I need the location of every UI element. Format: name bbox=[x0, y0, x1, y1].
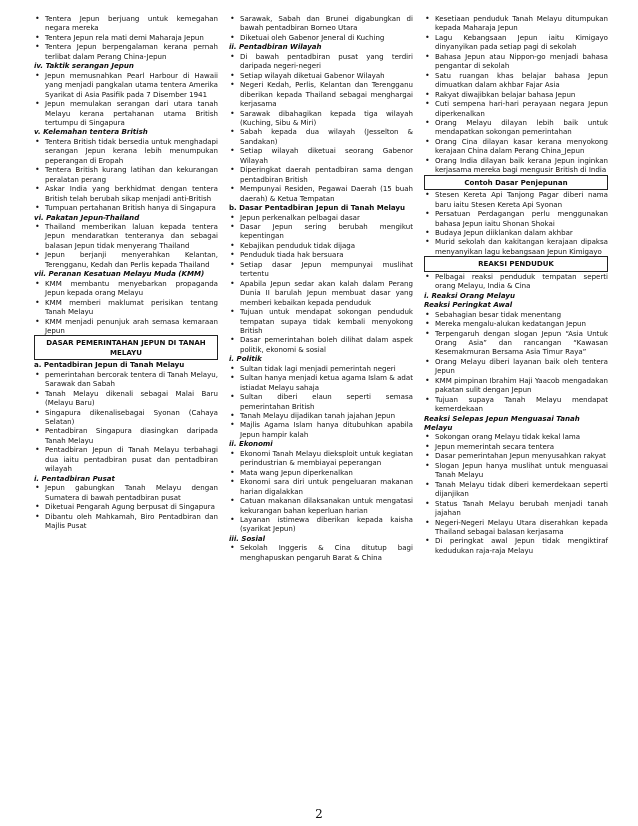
list-item: • Tumpuan pertahanan British hanya di Singapura bbox=[34, 203, 218, 212]
list-item: • Singapura dikenalisebagai Syonan (Cahaya Selatan) bbox=[34, 408, 218, 427]
list-item: • Orang India dilayan baik kerana Jepun inginkan kerjasama mereka bagi mengusir British di India bbox=[424, 156, 608, 175]
list-item: • Tentera British tidak bersedia untuk menghadapi serangan Jepun kerana lebih menumpukan peperangan di Eropah bbox=[34, 137, 218, 165]
bullet-list bbox=[34, 279, 218, 336]
section-heading: i. Politik bbox=[229, 354, 262, 364]
list-item: • Dibantu oleh Mahkamah, Biro Pentadbiran dan Majlis Pusat bbox=[34, 512, 218, 531]
bullet-list bbox=[229, 449, 413, 534]
bullet-list bbox=[34, 370, 218, 474]
list-item: • Orang Cina dilayan kasar kerana menyokong kerajaan China dalam Perang China_Jepun bbox=[424, 137, 608, 156]
section-heading: Reaksi Selepas Jepun Menguasai Tanah Melayu bbox=[424, 413, 580, 433]
list-item: • Sarawak, Sabah dan Brunei digabungkan di bawah pentadbiran Borneo Utara bbox=[229, 14, 413, 33]
list-item: • Slogan Jepun hanya muslihat untuk menguasai Tanah Melayu bbox=[424, 461, 608, 480]
section-heading: i. Reaksi Orang Melayu bbox=[424, 290, 515, 300]
list-item: • Tentera Jepun berjuang untuk kemegahan negara mereka bbox=[34, 14, 218, 33]
list-item: • KMM memberi maklumat perisikan tentang Tanah Melayu bbox=[34, 298, 218, 317]
list-item: • Tentera Jepun berpengalaman kerana pernah terlibat dalam Perang China-Jepun bbox=[34, 42, 218, 61]
list-item: • KMM pimpinan Ibrahim Haji Yaacob mengadakan pakatan sulit dengan Jepun bbox=[424, 376, 608, 395]
section-heading: Reaksi Peringkat Awal bbox=[424, 300, 513, 310]
list-item: • Jepun berjanji menyerahkan Kelantan, Terengganu, Kedah dan Perlis kepada Thailand bbox=[34, 250, 218, 269]
list-item: • Tanah Melayu dijadikan tanah jajahan Jepun bbox=[229, 411, 413, 420]
list-item: • Pentadbiran Singapura diasingkan daripada Tanah Melayu bbox=[34, 426, 218, 445]
list-item: • Setiap dasar Jepun mempunyai muslihat tertentu bbox=[229, 260, 413, 279]
list-item: • Jepun memerintah secara tentera bbox=[424, 442, 608, 451]
section-heading: i. Pentadbiran Pusat bbox=[34, 473, 115, 483]
list-item: • Askar India yang berkhidmat dengan tentera British telah berubah sikap menjadi anti-British bbox=[34, 184, 218, 203]
list-item: • Rakyat diwajibkan belajar bahasa Jepun bbox=[424, 90, 608, 99]
list-item: • pemerintahan bercorak tentera di Tanah Melayu, Sarawak dan Sabah bbox=[34, 370, 218, 389]
list-item: • Negeri-Negeri Melayu Utara diserahkan kepada Thailand sebagai balasan kerjasama bbox=[424, 518, 608, 537]
list-item: • Diperingkat daerah pentadbiran sama dengan pentadbiran British bbox=[229, 165, 413, 184]
list-item: • Budaya Jepun diiklankan dalam akhbar bbox=[424, 228, 608, 237]
bullet-list bbox=[34, 137, 218, 213]
list-item: • Dasar Jepun sering berubah mengikut kepentingan bbox=[229, 222, 413, 241]
list-item: • Kebajikan penduduk tidak dijaga bbox=[229, 241, 413, 250]
list-item: • Terpengaruh dengan slogan Jepun “Asia Untuk Orang Asia” dan rancangan “Kawasan Kesemakmuran Bersama Asia Timur Raya” bbox=[424, 329, 608, 357]
list-item: • Tentera Jepun rela mati demi Maharaja Jepun bbox=[34, 33, 218, 42]
list-item: • Setiap wilayah diketuai seorang Gabenor Wilayah bbox=[229, 146, 413, 165]
list-item: • Ekonomi sara diri untuk pengeluaran makanan harian digalakkan bbox=[229, 477, 413, 496]
list-item: • Bahasa Jepun atau Nippon-go menjadi bahasa pengantar di sekolah bbox=[424, 52, 608, 71]
list-item: • Jepun memusnahkan Pearl Harbour di Hawaii yang menjadi pangkalan utama tentera Amerika Syarikat di Asia Pasifik pada 7 Disember 1941 bbox=[34, 71, 218, 99]
bullet-list bbox=[424, 272, 608, 291]
list-item: • Persatuan Perdagangan perlu menggunakan bahasa Jepun iaitu Shonan Shokai bbox=[424, 209, 608, 228]
bullet-list bbox=[229, 364, 413, 440]
section-box-title: DASAR PEMERINTAHAN JEPUN DI TANAH MELAYU bbox=[34, 335, 218, 360]
bullet-list bbox=[424, 310, 608, 414]
column-3 bbox=[424, 14, 608, 555]
list-item: • Pelbagai reaksi penduduk tempatan seperti orang Melayu, India & Cina bbox=[424, 272, 608, 291]
list-item: • Di bawah pentadbiran pusat yang terdiri daripada negeri-negeri bbox=[229, 52, 413, 71]
bullet-list bbox=[424, 14, 608, 175]
list-item: • Tujuan untuk mendapat sokongan penduduk tempatan supaya tidak kembali menyokong British bbox=[229, 307, 413, 335]
list-item: • Pentadbiran Jepun di Tanah Melayu terbahagi dua iaitu pentadbiran pusat dan pentadbiran wilayah bbox=[34, 445, 218, 473]
section-heading: v. Kelemahan tentera British bbox=[34, 127, 148, 137]
list-item: • Mereka mengalu-alukan kedatangan Jepun bbox=[424, 319, 608, 328]
list-item: • Sultan hanya menjadi ketua agama Islam & adat istiadat Melayu sahaja bbox=[229, 373, 413, 392]
list-item: • Thailand memberikan laluan kepada tentera Jepun mendaratkan tenteranya dan sebagai balasan Jepun tidak menyerang Thailand bbox=[34, 222, 218, 250]
list-item: • Lagu Kebangsaan Jepun iaitu Kimigayo dinyanyikan pada setiap pagi di sekolah bbox=[424, 33, 608, 52]
section-heading: vi. Pakatan Jepun-Thailand bbox=[34, 212, 140, 222]
list-item: • Dasar pemerintahan Jepun menyusahkan rakyat bbox=[424, 451, 608, 460]
bullet-list bbox=[424, 190, 608, 256]
bullet-list bbox=[424, 432, 608, 555]
column-1 bbox=[34, 14, 218, 530]
list-item: • Catuan makanan dilaksanakan untuk mengatasi kekurangan bahan keperluan harian bbox=[229, 496, 413, 515]
list-item: • Mempunyai Residen, Pegawai Daerah (15 buah daerah) & Ketua Tempatan bbox=[229, 184, 413, 203]
list-item: • Negeri Kedah, Perlis, Kelantan dan Terengganu diberikan kepada Thailand sebagai menghargai kerjasama bbox=[229, 80, 413, 108]
section-heading: a. Pentadbiran Jepun di Tanah Melayu bbox=[34, 360, 185, 370]
list-item: • Sokongan orang Melayu tidak kekal lama bbox=[424, 432, 608, 441]
list-item: • Diketuai Pengarah Agung berpusat di Singapura bbox=[34, 502, 218, 511]
list-item: • Status Tanah Melayu berubah menjadi tanah jajahan bbox=[424, 499, 608, 518]
bullet-list bbox=[229, 14, 413, 42]
bullet-list bbox=[34, 222, 218, 269]
list-item: • Layanan istimewa diberikan kepada kaisha (syarikat Jepun) bbox=[229, 515, 413, 534]
section-box-title: Contoh Dasar Penjepunan bbox=[424, 175, 608, 190]
list-item: • Jepun perkenalkan pelbagai dasar bbox=[229, 213, 413, 222]
list-item: • Tanah Melayu dikenali sebagai Malai Baru (Melayu Baru) bbox=[34, 389, 218, 408]
list-item: • Diketuai oleh Gabenor Jeneral di Kuching bbox=[229, 33, 413, 42]
list-item: • Orang Melayu diberi layanan baik oleh tentera Jepun bbox=[424, 357, 608, 376]
list-item: • Majlis Agama Islam hanya ditubuhkan apabila Jepun hampir kalah bbox=[229, 420, 413, 439]
section-box-title: REAKSI PENDUDUK bbox=[424, 256, 608, 271]
list-item: • Sultan tidak lagi menjadi pemerintah negeri bbox=[229, 364, 413, 373]
list-item: • Sabah kepada dua wilayah (Jesselton & Sandakan) bbox=[229, 127, 413, 146]
list-item: • Cuti sempena hari-hari perayaan negara Jepun diperkenalkan bbox=[424, 99, 608, 118]
section-heading: b. Dasar Pentadbiran Jepun di Tanah Melayu bbox=[229, 203, 406, 213]
section-heading: vii. Peranan Kesatuan Melayu Muda (KMM) bbox=[34, 269, 205, 279]
list-item: • Sarawak dibahagikan kepada tiga wilayah (Kuching, Sibu & Miri) bbox=[229, 109, 413, 128]
list-item: • Murid sekolah dan kakitangan kerajaan dipaksa menyanyikan lagu kebangsaan Jepun Kimigayo bbox=[424, 237, 608, 256]
list-item: • Kesetiaan penduduk Tanah Melayu ditumpukan kepada Maharaja Jepun bbox=[424, 14, 608, 33]
section-heading: ii. Ekonomi bbox=[229, 439, 273, 449]
list-item: • Mata wang Jepun diperkenalkan bbox=[229, 468, 413, 477]
list-item: • Tujuan supaya Tanah Melayu mendapat kemerdekaan bbox=[424, 395, 608, 414]
list-item: • Orang Melayu dilayan lebih baik untuk mendapatkan sokongan pemerintahan bbox=[424, 118, 608, 137]
section-heading: iii. Sosial bbox=[229, 533, 266, 543]
list-item: • Jepun gabungkan Tanah Melayu dengan Sumatera di bawah pentadbiran pusat bbox=[34, 483, 218, 502]
list-item: • Tentera British kurang latihan dan kekurangan peralatan perang bbox=[34, 165, 218, 184]
bullet-list bbox=[34, 14, 218, 61]
list-item: • Tanah Melayu tidak diberi kemerdekaan seperti dijanjikan bbox=[424, 480, 608, 499]
list-item: • Penduduk tiada hak bersuara bbox=[229, 250, 413, 259]
list-item: • Sekolah Inggeris & Cina ditutup bagi menghapuskan pengaruh Barat & China bbox=[229, 543, 413, 562]
list-item: • Sebahagian besar tidak menentang bbox=[424, 310, 608, 319]
bullet-list bbox=[34, 71, 218, 128]
bullet-list bbox=[229, 543, 413, 562]
list-item: • Setiap wilayah diketuai Gabenor Wilayah bbox=[229, 71, 413, 80]
list-item: • KMM menjadi penunjuk arah semasa kemaraan Jepun bbox=[34, 317, 218, 336]
list-item: • Apabila Jepun sedar akan kalah dalam Perang Dunia II barulah Jepun membuat dasar yang memberi kebaikan kepada penduduk bbox=[229, 279, 413, 307]
bullet-list bbox=[229, 213, 413, 355]
list-item: • KMM membantu menyebarkan propaganda Jepun kepada orang Melayu bbox=[34, 279, 218, 298]
section-heading: iv. Taktik serangan Jepun bbox=[34, 61, 134, 71]
column-2 bbox=[229, 14, 413, 562]
list-item: • Jepun memulakan serangan dari utara tanah Melayu kerana pertahanan utama British tertumpu di Singapura bbox=[34, 99, 218, 127]
page-number: 2 bbox=[315, 807, 323, 821]
section-heading: ii. Pentadbiran Wilayah bbox=[229, 42, 322, 52]
list-item: • Sultan diberi elaun seperti semasa pemerintahan British bbox=[229, 392, 413, 411]
list-item: • Stesen Kereta Api Tanjong Pagar diberi nama baru iaitu Stesen Kereta Api Syonan bbox=[424, 190, 608, 209]
list-item: • Satu ruangan khas belajar bahasa Jepun dimuatkan dalam akhbar Fajar Asia bbox=[424, 71, 608, 90]
bullet-list bbox=[34, 483, 218, 530]
list-item: • Ekonomi Tanah Melayu dieksploit untuk kegiatan perindustrian & membiayai peperangan bbox=[229, 449, 413, 468]
bullet-list bbox=[229, 52, 413, 203]
list-item: • Di peringkat awal Jepun tidak mengiktiraf kedudukan raja-raja Melayu bbox=[424, 536, 608, 555]
list-item: • Dasar pemerintahan boleh dilihat dalam aspek politik, ekonomi & sosial bbox=[229, 335, 413, 354]
